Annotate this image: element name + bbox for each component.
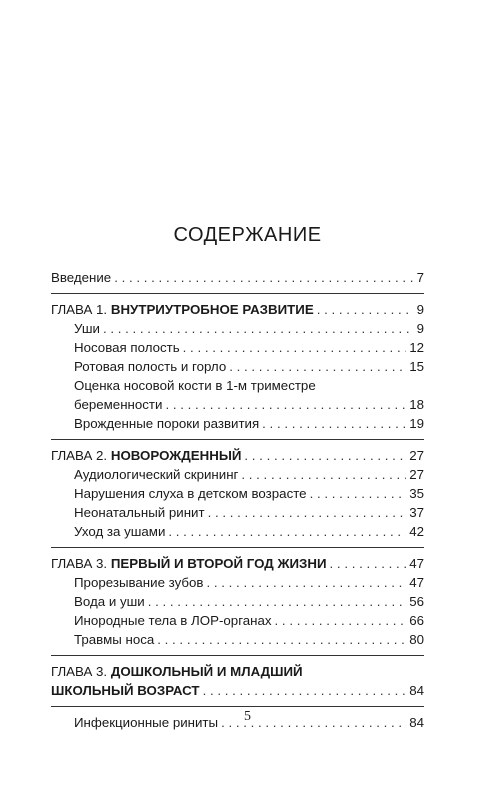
toc-entry-label: Уши	[74, 321, 100, 336]
chapter-title: НОВОРОЖДЕННЫЙ	[110, 448, 242, 463]
leader-dots	[148, 592, 407, 611]
divider	[51, 655, 424, 656]
leader-dots	[244, 446, 406, 465]
toc-entry-page: 84	[409, 715, 424, 730]
toc-entry[interactable]	[51, 611, 424, 630]
toc-entry-label: беременности	[74, 397, 163, 412]
toc-entry[interactable]	[51, 319, 424, 338]
chapter-prefix: ГЛАВА 1.	[51, 302, 108, 317]
chapter-title: ВНУТРИУТРОБНОЕ РАЗВИТИЕ	[110, 302, 314, 317]
toc-entry-page: 27	[409, 448, 424, 463]
leader-dots	[229, 357, 406, 376]
toc-entry-page: 47	[409, 556, 424, 571]
toc-entry-page: 84	[409, 683, 424, 698]
toc-entry[interactable]	[51, 338, 424, 357]
chapter-prefix: ГЛАВА 3.	[51, 664, 108, 679]
toc-entry[interactable]	[51, 573, 424, 592]
divider	[51, 439, 424, 440]
toc-entry-label: Аудиологический скрининг	[74, 467, 239, 482]
divider	[51, 706, 424, 707]
toc-chapter-1[interactable]	[51, 300, 424, 319]
divider	[51, 547, 424, 548]
toc-entry-label: Нарушения слуха в детском возрасте	[74, 486, 307, 501]
toc-entry-label: Вода и уши	[74, 594, 145, 609]
leader-dots	[157, 630, 406, 649]
leader-dots	[207, 573, 407, 592]
toc-entry-page: 56	[409, 594, 424, 609]
toc-entry-label: Инфекционные риниты	[74, 715, 219, 730]
toc-entry-page: 9	[416, 302, 424, 317]
toc-chapter-2[interactable]	[51, 446, 424, 465]
toc-chapter-4-line1	[51, 662, 424, 681]
toc-entry-label: Введение	[51, 270, 112, 285]
toc-entry-page: 9	[416, 321, 424, 336]
toc-chapter-4[interactable]	[51, 681, 424, 700]
leader-dots	[183, 338, 407, 357]
leader-dots	[103, 319, 414, 338]
leader-dots	[168, 522, 406, 541]
toc-entry-label: Ротовая полость и горло	[74, 359, 227, 374]
leader-dots	[241, 465, 406, 484]
leader-dots	[275, 611, 407, 630]
table-of-contents	[51, 268, 424, 732]
toc-entry-page: 37	[409, 505, 424, 520]
toc-entry-label: Травмы носа	[74, 632, 155, 647]
toc-entry[interactable]	[51, 414, 424, 433]
toc-entry-page: 80	[409, 632, 424, 647]
toc-entry-page: 47	[409, 575, 424, 590]
page-title: СОДЕРЖАНИЕ	[173, 224, 322, 246]
toc-entry-label: Носовая полость	[74, 340, 180, 355]
toc-entry-page: 35	[409, 486, 424, 501]
toc-entry[interactable]	[51, 522, 424, 541]
leader-dots	[330, 554, 407, 573]
toc-entry[interactable]	[51, 592, 424, 611]
toc-entry-page: 18	[409, 397, 424, 412]
toc-entry[interactable]	[51, 357, 424, 376]
toc-entry-label: Прорезывание зубов	[74, 575, 204, 590]
toc-entry[interactable]	[51, 503, 424, 522]
chapter-title: ПЕРВЫЙ И ВТОРОЙ ГОД ЖИЗНИ	[110, 556, 327, 571]
toc-entry-page: 19	[409, 416, 424, 431]
toc-entry-page: 42	[409, 524, 424, 539]
chapter-prefix: ГЛАВА 2.	[51, 448, 108, 463]
toc-entry-page: 7	[416, 270, 424, 285]
leader-dots	[208, 503, 407, 522]
leader-dots	[114, 268, 413, 287]
toc-entry-page: 12	[409, 340, 424, 355]
page-number: 5	[244, 709, 251, 724]
toc-entry-label: Уход за ушами	[74, 524, 166, 539]
toc-entry[interactable]	[51, 484, 424, 503]
toc-entry-page: 66	[409, 613, 424, 628]
leader-dots	[317, 300, 414, 319]
leader-dots	[165, 395, 406, 414]
chapter-title-line1: ДОШКОЛЬНЫЙ И МЛАДШИЙ	[110, 664, 303, 679]
toc-entry-label: Врожденные пороки развития	[74, 416, 260, 431]
leader-dots	[262, 414, 406, 433]
toc-entry[interactable]	[51, 630, 424, 649]
toc-entry-label: Неонатальный ринит	[74, 505, 205, 520]
chapter-prefix: ГЛАВА 3.	[51, 556, 108, 571]
divider	[51, 293, 424, 294]
toc-entry[interactable]	[51, 395, 424, 414]
toc-entry-label: Инородные тела в ЛОР-органах	[74, 613, 272, 628]
chapter-title: ШКОЛЬНЫЙ ВОЗРАСТ	[51, 683, 200, 698]
toc-entry-intro[interactable]	[51, 268, 424, 287]
leader-dots	[203, 681, 407, 700]
toc-chapter-3[interactable]	[51, 554, 424, 573]
leader-dots	[310, 484, 407, 503]
toc-entry-page: 27	[409, 467, 424, 482]
toc-entry[interactable]	[51, 465, 424, 484]
toc-entry-page: 15	[409, 359, 424, 374]
toc-entry-label-line1: Оценка носовой кости в 1-м триместре	[74, 378, 316, 393]
